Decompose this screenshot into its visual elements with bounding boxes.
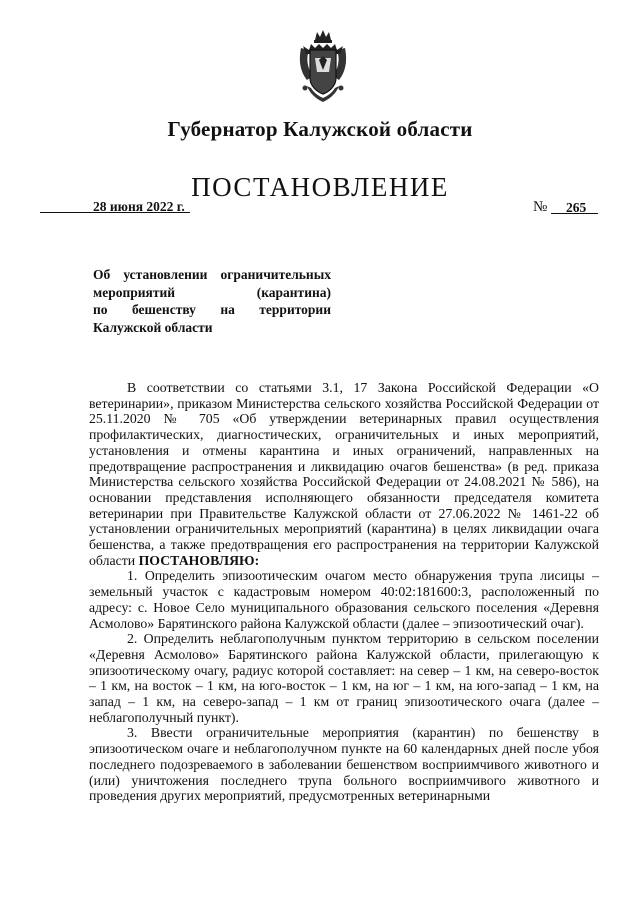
document-type: ПОСТАНОВЛЕНИЕ (191, 172, 449, 202)
subject-line: мероприятий (карантина) (93, 284, 331, 300)
document-date: 28 июня 2022 г. (93, 199, 185, 214)
document-body (89, 380, 599, 804)
coat-of-arms-icon (293, 28, 353, 106)
item-3: 3. Ввести ограничительные мероприятия (карантин) по бешенству в эпизоотическом очаге и неблагополучном пункте на 60 календарных дней после убоя последнего подозреваемого в заболевании бешенством восприимчивого животного и (или) уничтожения последнего трупа больного восприимчивого животного и проведения других мероприятий, предусмотренных ветеринарными (89, 725, 599, 804)
decree-word: ПОСТАНОВЛЯЮ: (138, 552, 260, 568)
preamble-paragraph (89, 380, 599, 568)
subject-line: Об установлении ограничительных (93, 267, 331, 282)
document-number: 265 (566, 200, 587, 215)
authority-title: Губернатор Калужской области (167, 117, 473, 141)
item-1: 1. Определить эпизоотическим очагом место обнаружения трупа лисицы – земельный участок с кадастровым номером 40:02:181600:3, расположенный по адресу: с. Новое Село муниципального образования сельского поселения «Деревня Асмолово» Барятинского района Калужской области (далее – эпизоотический очаг). (89, 568, 599, 631)
document-subject (93, 266, 331, 336)
subject-line: Калужской области (93, 319, 213, 335)
item-2: 2. Определить неблагополучным пунктом территорию в сельском поселении «Деревня Асмолово» Барятинского района Калужской области, прилегающую к эпизоотическому очагу, радиус которой составляет: на север – 1 км, на северо-восток – 1 км, на восток – 1 км, на юго-восток – 1 км, на юг – 1 км, на юго-запад – 1 км, на запад – 1 км, на северо-запад – 1 км от границ эпизоотического очага (далее – неблагополучный пункт). (89, 631, 599, 725)
number-label: № (533, 199, 548, 215)
subject-line: по бешенству на территории (93, 302, 331, 317)
preamble-text: В соответствии со статьями 3.1, 17 Закона Российской Федерации «О ветеринарии», приказом Министерства сельского хозяйства Российской Федерации от 25.11.2020 № 705 «Об утверждении ветеринарных правил осуществления профилактических, диагностических, ограничительных и иных мероприятий, установления и отмены карантина и иных ограничений, направленных на предотвращение распространения и ликвидацию очагов бешенства» (в ред. приказа Министерства сельского хозяйства Российской Федерации от 24.08.2021 № 586), на основании представления исполняющего обязанности председателя комитета ветеринарии при Правительстве Калужской области от 27.06.2022 № 1461-22 об установлении ограничительных мероприятий (карантина) в целях ликвидации очага бешенства, а также предотвращения его распространения на территории Калужской области (89, 380, 599, 568)
